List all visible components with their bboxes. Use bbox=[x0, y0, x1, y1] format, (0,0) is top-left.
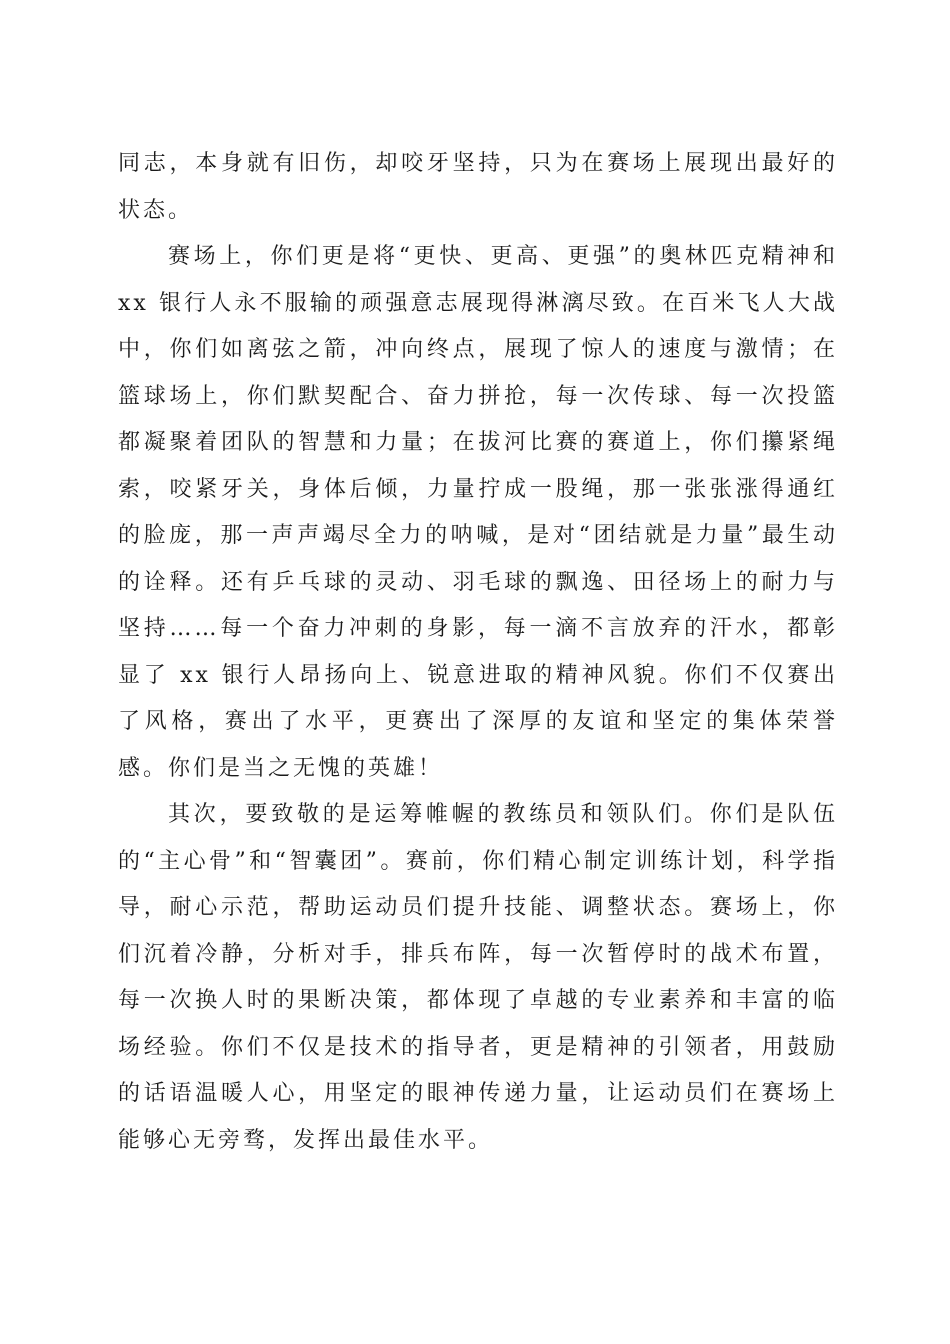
paragraph-coaches: 其次，要致敬的是运筹帷幄的教练员和领队们。你们是队伍的“主心骨”和“智囊团”。赛前，你们精心制定训练计划，科学指导，耐心示范，帮助运动员们提升技能、调整状态。赛场上，你们沉着冷静，分析对手，排兵布阵，每一次暂停时的战术布置，每一次换人时的果断决策，都体现了卓越的专业素养和丰富的临场经验。你们不仅是技术的指导者，更是精神的引领者，用鼓励的话语温暖人心，用坚定的眼神传递力量，让运动员们在赛场上能够心无旁骛，发挥出最佳水平。 bbox=[118, 802, 838, 1153]
paragraph-athletes: 赛场上，你们更是将“更快、更高、更强”的奥林匹克精神和 xx 银行人永不服输的顽强意志展现得淋漓尽致。在百米飞人大战中，你们如离弦之箭，冲向终点，展现了惊人的速度与激情；在篮球场上，你们默契配合、奋力拼抢，每一次传球、每一次投篮都凝聚着团队的智慧和力量；在拔河比赛的赛道上，你们攥紧绳索，咬紧牙关，身体后倾，力量拧成一股绳，那一张张涨得通红的脸庞，那一声声竭尽全力的呐喊，是对“团结就是力量”最生动的诠释。还有乒乓球的灵动、羽毛球的飘逸、田径场上的耐力与坚持……每一个奋力冲刺的身影，每一滴不言放弃的汗水，都彰显了 xx 银行人昂扬向上、锐意进取的精神风貌。你们不仅赛出了风格，赛出了水平，更赛出了深厚的友谊和坚定的集体荣誉感。你们是当之无愧的英雄！ bbox=[118, 244, 838, 781]
paragraph-continuation: 同志，本身就有旧伤，却咬牙坚持，只为在赛场上展现出最好的状态。 bbox=[118, 151, 838, 223]
document-page bbox=[118, 141, 838, 1164]
